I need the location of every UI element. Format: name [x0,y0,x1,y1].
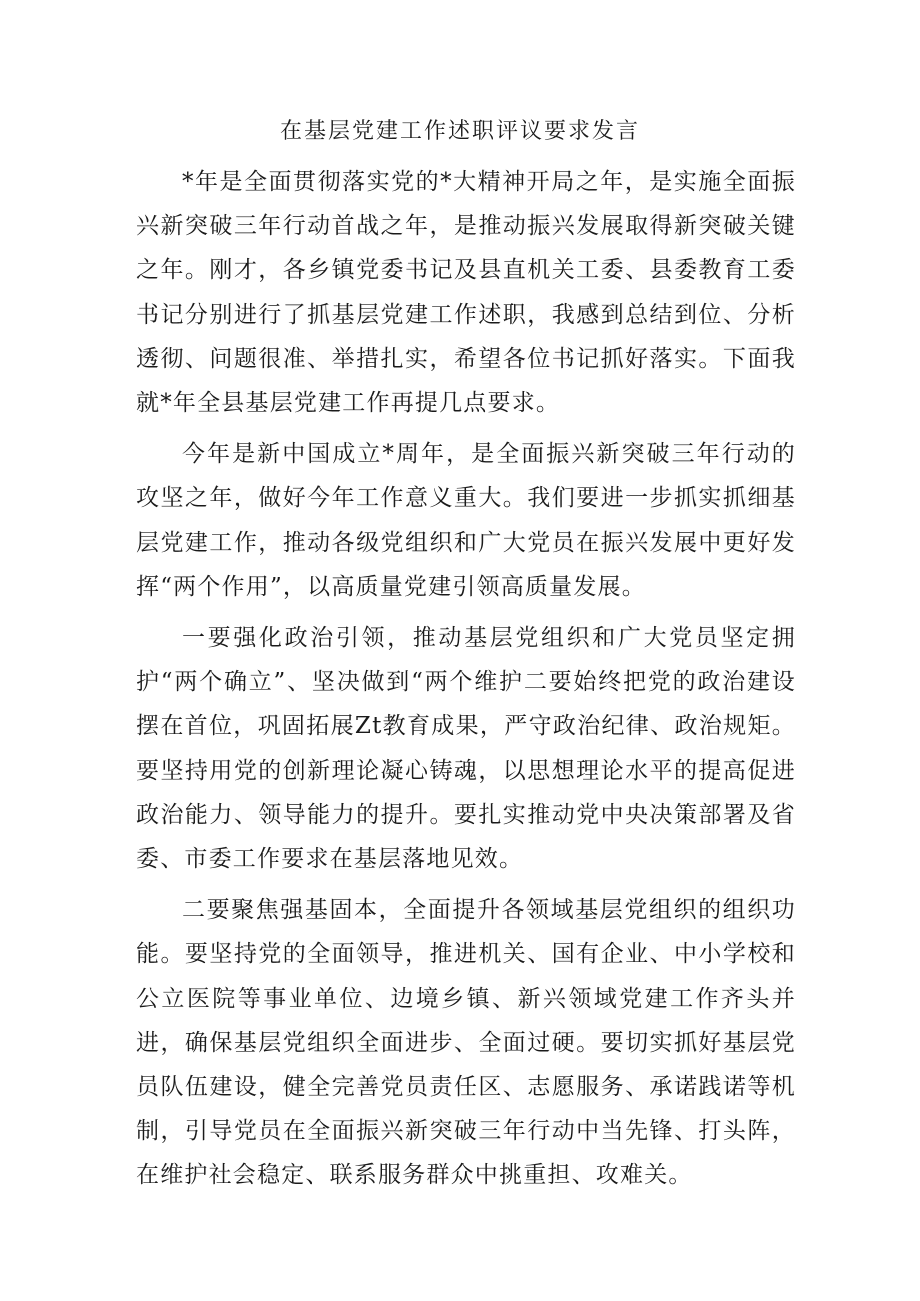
document-title: 在基层党建工作述职评议要求发言 [279,119,640,144]
paragraph-intro: *年是全面贯彻落实党的*大精神开局之年，是实施全面振兴新突破三年行动首战之年，是推动振兴发展取得新突破关键之年。刚才，各乡镇党委书记及县直机关工委、县委教育工委书记分别进行了抓基层党建工作述职，我感到总结到位、分析透彻、问题很准、举措扎实，希望各位书记抓好落实。下面我就*年全县基层党建工作再提几点要求。 [136,169,796,417]
document-body [136,160,796,1205]
paragraph-organization-function: 二要聚焦强基固本，全面提升各领域基层党组织的组织功能。要坚持党的全面领导，推进机关、国有企业、中小学校和公立医院等事业单位、边境乡镇、新兴领域党建工作齐头并进，确保基层党组织全面进步、全面过硬。要切实抓好基层党员队伍建设，健全完善党员责任区、志愿服务、承诺践诺等机制，引导党员在全面振兴新突破三年行动中当先锋、打头阵，在维护社会稳定、联系服务群众中挑重担、攻难关。 [136,897,796,1189]
paragraph-political-guidance: 一要强化政治引领，推动基层党组织和广大党员坚定拥护“两个确立”、坚决做到“两个维护二要始终把党的政治建设摆在首位，巩固拓展Zt教育成果，严守政治纪律、政治规矩。要坚持用党的创新理论凝心铸魂，以思想理论水平的提高促进政治能力、领导能力的提升。要扎实推动党中央决策部署及省委、市委工作要求在基层落地见效。 [136,625,796,873]
paragraph-significance: 今年是新中国成立*周年，是全面振兴新突破三年行动的攻坚之年，做好今年工作意义重大。我们要进一步抓实抓细基层党建工作，推动各级党组织和广大党员在振兴发展中更好发挥“两个作用”，以高质量党建引领高质量发展。 [136,441,796,600]
